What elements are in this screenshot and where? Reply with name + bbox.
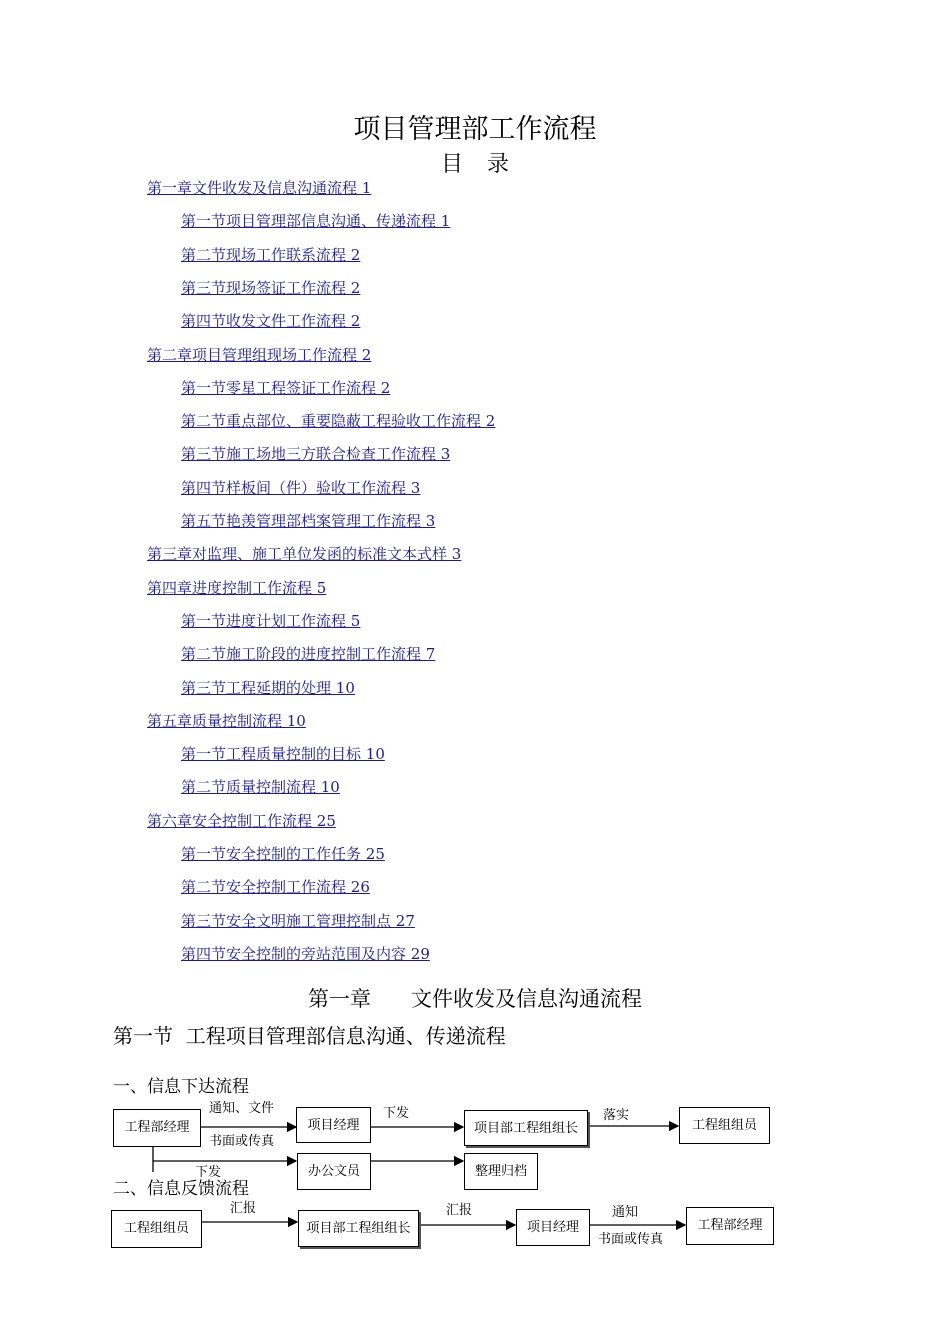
flow2-box-engineering-group-member: 工程组组员 bbox=[111, 1210, 202, 1248]
flow1-label-written: 书面或传真 bbox=[209, 1134, 275, 1149]
flow2-box-engineering-manager: 工程部经理 bbox=[686, 1207, 774, 1245]
toc-section-link[interactable]: 第一节项目管理部信息沟通、传递流程 1 bbox=[181, 212, 451, 230]
toc-chapter-link[interactable]: 第一章文件收发及信息沟通流程 1 bbox=[147, 179, 372, 197]
toc-section-link[interactable]: 第二节施工阶段的进度控制工作流程 7 bbox=[181, 645, 436, 663]
toc-section-link[interactable]: 第四节样板间（件）验收工作流程 3 bbox=[181, 479, 421, 497]
flow1-heading: 一、信息下达流程 bbox=[113, 1077, 249, 1097]
flow2-box-project-manager: 项目经理 bbox=[516, 1209, 590, 1246]
flow1-box-project-manager: 项目经理 bbox=[296, 1107, 371, 1143]
flow2-label-report-1: 汇报 bbox=[230, 1201, 257, 1216]
toc-heading: 目录 bbox=[440, 152, 533, 177]
flow1-box-office-clerk: 办公文员 bbox=[297, 1153, 371, 1190]
flow2-label-notify: 通知 bbox=[612, 1205, 639, 1220]
flow1-box-engineering-group-leader: 项目部工程组组长 bbox=[464, 1110, 588, 1146]
toc-section-link[interactable]: 第一节安全控制的工作任务 25 bbox=[181, 845, 385, 863]
document-title: 项目管理部工作流程 bbox=[353, 114, 597, 145]
toc-section-link[interactable]: 第一节零星工程签证工作流程 2 bbox=[181, 379, 391, 397]
chapter-title: 文件收发及信息沟通流程 bbox=[411, 987, 642, 1011]
toc-chapter-link[interactable]: 第六章安全控制工作流程 25 bbox=[147, 812, 336, 830]
toc-section-link[interactable]: 第二节现场工作联系流程 2 bbox=[181, 246, 361, 264]
toc-section-link[interactable]: 第五节艳羡管理部档案管理工作流程 3 bbox=[181, 512, 436, 530]
toc-chapter-link[interactable]: 第四章进度控制工作流程 5 bbox=[147, 579, 327, 597]
flow1-box-archive: 整理归档 bbox=[464, 1153, 538, 1190]
toc-section-link[interactable]: 第四节收发文件工作流程 2 bbox=[181, 312, 361, 330]
toc-section-link[interactable]: 第三节现场签证工作流程 2 bbox=[181, 279, 361, 297]
flow1-box-engineering-group-member: 工程组组员 bbox=[679, 1107, 770, 1144]
toc-section-link[interactable]: 第二节安全控制工作流程 26 bbox=[181, 878, 370, 896]
flow2-box-engineering-group-leader: 项目部工程组组长 bbox=[298, 1210, 419, 1247]
toc-section-link[interactable]: 第一节进度计划工作流程 5 bbox=[181, 612, 361, 630]
flow1-label-implement: 落实 bbox=[603, 1108, 630, 1123]
toc-section-link[interactable]: 第四节安全控制的旁站范围及内容 29 bbox=[181, 945, 430, 963]
toc-section-link[interactable]: 第二节质量控制流程 10 bbox=[181, 778, 340, 796]
flow2-label-written: 书面或传真 bbox=[598, 1232, 664, 1247]
flow1-label-issue: 下发 bbox=[383, 1106, 410, 1121]
toc-section-link[interactable]: 第三节施工场地三方联合检查工作流程 3 bbox=[181, 445, 451, 463]
toc-section-link[interactable]: 第一节工程质量控制的目标 10 bbox=[181, 745, 385, 763]
flow2-label-report-2: 汇报 bbox=[446, 1203, 473, 1218]
chapter-number: 第一章 bbox=[308, 987, 371, 1011]
toc-section-link[interactable]: 第三节工程延期的处理 10 bbox=[181, 679, 355, 697]
flow1-label-issue-2: 下发 bbox=[195, 1165, 222, 1180]
toc-chapter-link[interactable]: 第五章质量控制流程 10 bbox=[147, 712, 306, 730]
toc-chapter-link[interactable]: 第三章对监理、施工单位发函的标准文本式样 3 bbox=[147, 545, 462, 563]
flow1-box-engineering-manager: 工程部经理 bbox=[113, 1109, 201, 1147]
flow1-label-notice: 通知、文件 bbox=[209, 1101, 275, 1116]
section-heading: 第一节 工程项目管理部信息沟通、传递流程 bbox=[113, 1024, 506, 1048]
toc-chapter-link[interactable]: 第二章项目管理组现场工作流程 2 bbox=[147, 346, 372, 364]
flow2-heading: 二、信息反馈流程 bbox=[113, 1179, 249, 1199]
toc-section-link[interactable]: 第二节重点部位、重要隐蔽工程验收工作流程 2 bbox=[181, 412, 496, 430]
toc-section-link[interactable]: 第三节安全文明施工管理控制点 27 bbox=[181, 912, 415, 930]
